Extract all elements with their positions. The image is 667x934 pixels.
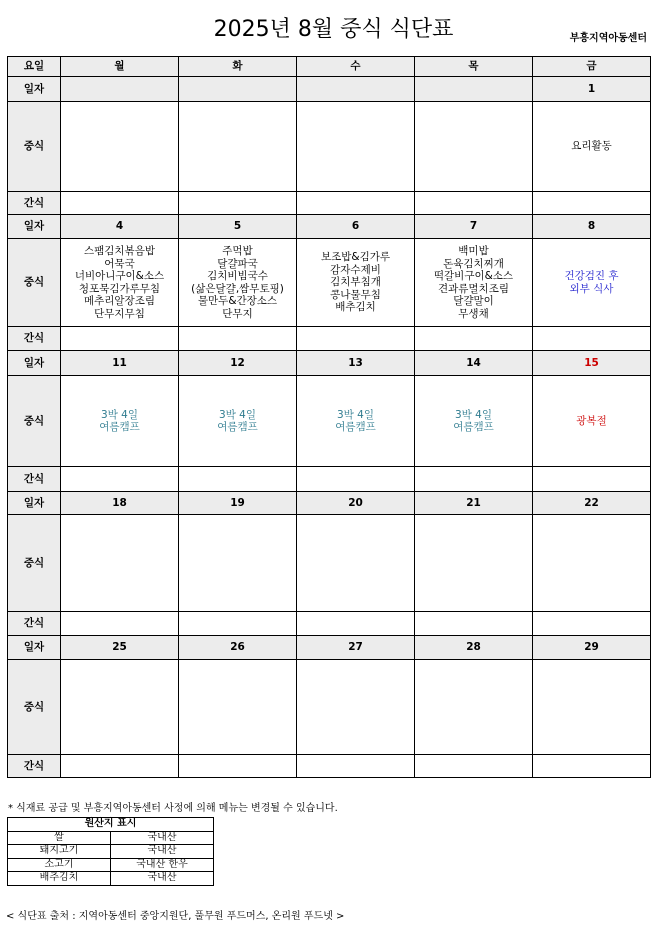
snack-label: 간식 (8, 467, 61, 492)
snack-cell (179, 612, 297, 636)
date-cell (61, 77, 179, 102)
snack-row (8, 612, 651, 636)
date-label: 일자 (8, 636, 61, 660)
lunch-cell (297, 102, 415, 192)
date-cell (297, 77, 415, 102)
snack-label: 간식 (8, 327, 61, 351)
snack-row (8, 755, 651, 778)
lunch-cell: 광복절 (533, 376, 651, 467)
lunch-label: 중식 (8, 376, 61, 467)
date-cell: 15 (533, 351, 651, 376)
change-notice: * 식재료 공급 및 부흥지역아동센터 사정에 의해 메뉴는 변경될 수 있습니다. (8, 803, 338, 814)
weekday-fri: 금 (533, 57, 651, 77)
date-cell: 12 (179, 351, 297, 376)
date-cell (179, 77, 297, 102)
origin-item: 쌀 (8, 831, 111, 845)
date-cell: 11 (61, 351, 179, 376)
lunch-cell (297, 660, 415, 755)
date-cell: 13 (297, 351, 415, 376)
lunch-label: 중식 (8, 660, 61, 755)
snack-label: 간식 (8, 192, 61, 215)
lunch-cell: 건강검진 후 외부 식사 (533, 239, 651, 327)
snack-cell (179, 755, 297, 778)
date-label: 일자 (8, 351, 61, 376)
lunch-cell (415, 660, 533, 755)
lunch-row (8, 660, 651, 755)
date-cell: 18 (61, 492, 179, 515)
menu-table (7, 56, 651, 778)
snack-cell (179, 192, 297, 215)
snack-cell (297, 467, 415, 492)
lunch-cell (179, 102, 297, 192)
date-row (8, 636, 651, 660)
origin-title-row (8, 818, 214, 832)
snack-cell (179, 467, 297, 492)
date-label: 일자 (8, 215, 61, 239)
date-cell: 21 (415, 492, 533, 515)
origin-row (8, 845, 214, 859)
origin-item: 배추김치 (8, 872, 111, 886)
date-cell: 27 (297, 636, 415, 660)
origin-item: 돼지고기 (8, 845, 111, 859)
date-cell: 26 (179, 636, 297, 660)
lunch-cell (61, 102, 179, 192)
weekday-wed: 수 (297, 57, 415, 77)
origin-value: 국내산 (111, 845, 214, 859)
lunch-cell (415, 515, 533, 612)
origin-row (8, 872, 214, 886)
lunch-cell: 3박 4일 여름캠프 (61, 376, 179, 467)
snack-cell (415, 755, 533, 778)
date-label: 일자 (8, 492, 61, 515)
lunch-cell (533, 660, 651, 755)
snack-cell (415, 327, 533, 351)
weekday-tue: 화 (179, 57, 297, 77)
lunch-cell: 백미밥 돈육김치찌개 떡갈비구이&소스 견과류멸치조림 달걀말이 무생채 (415, 239, 533, 327)
lunch-cell (297, 515, 415, 612)
weekday-thu: 목 (415, 57, 533, 77)
snack-cell (415, 612, 533, 636)
snack-cell (415, 467, 533, 492)
date-cell (415, 77, 533, 102)
lunch-cell: 요리활동 (533, 102, 651, 192)
date-cell: 20 (297, 492, 415, 515)
lunch-row (8, 239, 651, 327)
origin-row (8, 858, 214, 872)
snack-row (8, 192, 651, 215)
date-row (8, 492, 651, 515)
lunch-label: 중식 (8, 239, 61, 327)
lunch-row (8, 102, 651, 192)
snack-cell (533, 755, 651, 778)
snack-cell (533, 467, 651, 492)
snack-cell (297, 755, 415, 778)
date-cell: 8 (533, 215, 651, 239)
origin-value: 국내산 한우 (111, 858, 214, 872)
date-cell: 5 (179, 215, 297, 239)
snack-cell (179, 327, 297, 351)
snack-cell (415, 192, 533, 215)
snack-cell (533, 612, 651, 636)
lunch-cell: 3박 4일 여름캠프 (179, 376, 297, 467)
origin-table (7, 817, 214, 886)
weekday-label: 요일 (8, 57, 61, 77)
lunch-cell (179, 515, 297, 612)
snack-cell (61, 327, 179, 351)
lunch-cell (179, 660, 297, 755)
origin-row (8, 831, 214, 845)
origin-title: 원산지 표시 (8, 818, 214, 832)
date-row (8, 351, 651, 376)
lunch-cell: 주먹밥 달걀파국 김치비빔국수 (삶은달걀,쌈무토핑) 물만두&간장소스 단무지 (179, 239, 297, 327)
date-row (8, 215, 651, 239)
snack-cell (297, 612, 415, 636)
lunch-label: 중식 (8, 102, 61, 192)
snack-cell (297, 327, 415, 351)
snack-cell (533, 192, 651, 215)
weekday-mon: 월 (61, 57, 179, 77)
page-title: 2025년 8월 중식 식단표 (213, 17, 454, 42)
date-row (8, 77, 651, 102)
weekday-row (8, 57, 651, 77)
date-cell: 7 (415, 215, 533, 239)
origin-value: 국내산 (111, 872, 214, 886)
snack-label: 간식 (8, 612, 61, 636)
lunch-cell: 스팸김치볶음밥 어묵국 너비아니구이&소스 청포묵김가루무침 메추리알장조림 단무지무침 (61, 239, 179, 327)
organization-name: 부흥지역아동센터 (569, 33, 647, 44)
date-cell: 25 (61, 636, 179, 660)
date-cell: 22 (533, 492, 651, 515)
lunch-row (8, 376, 651, 467)
snack-row (8, 467, 651, 492)
lunch-cell: 보조밥&김가루 감자수제비 김치부침개 콩나물무침 배추김치 (297, 239, 415, 327)
snack-row (8, 327, 651, 351)
lunch-cell: 3박 4일 여름캠프 (297, 376, 415, 467)
lunch-cell (415, 102, 533, 192)
snack-cell (61, 755, 179, 778)
date-cell: 1 (533, 77, 651, 102)
date-cell: 29 (533, 636, 651, 660)
lunch-cell: 3박 4일 여름캠프 (415, 376, 533, 467)
date-cell: 14 (415, 351, 533, 376)
snack-cell (297, 192, 415, 215)
date-cell: 19 (179, 492, 297, 515)
snack-cell (61, 612, 179, 636)
lunch-row (8, 515, 651, 612)
date-cell: 6 (297, 215, 415, 239)
snack-cell (61, 192, 179, 215)
date-cell: 4 (61, 215, 179, 239)
snack-cell (61, 467, 179, 492)
date-cell: 28 (415, 636, 533, 660)
lunch-label: 중식 (8, 515, 61, 612)
lunch-cell (61, 660, 179, 755)
lunch-cell (533, 515, 651, 612)
lunch-cell (61, 515, 179, 612)
origin-item: 소고기 (8, 858, 111, 872)
menu-source: < 식단표 출처 : 지역아동센터 중앙지원단, 풀무원 푸드머스, 온리원 푸드넷 > (6, 911, 345, 922)
snack-cell (533, 327, 651, 351)
origin-value: 국내산 (111, 831, 214, 845)
snack-label: 간식 (8, 755, 61, 778)
date-label: 일자 (8, 77, 61, 102)
